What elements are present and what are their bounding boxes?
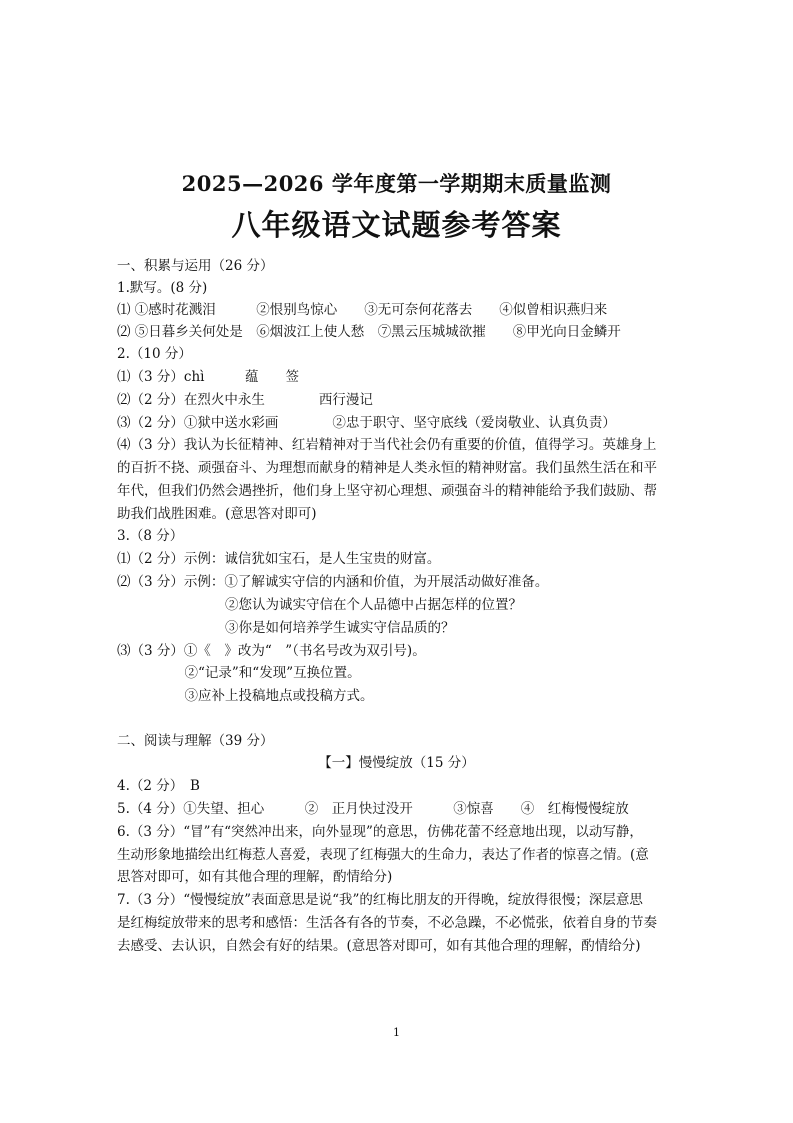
answer-line: ⑶（2 分）①狱中送水彩画 ②忠于职守、坚守底线（爱岗敬业、认真负责） (117, 415, 616, 431)
answer-line: 年代，但我们仍然会遇挫折，他们身上坚守初心理想、顽强奋斗的精神能给予我们鼓励、帮 (117, 483, 657, 499)
answer-line: ③你是如何培养学生诚实守信品质的？ (117, 620, 455, 636)
answer-line: 生动形象地描绘出红梅惹人喜爱，表现了红梅强大的生命力，表达了作者的惊喜之情。(意 (117, 847, 649, 863)
answer-line: 6.（3 分）“冒”有“突然冲出来，向外显现”的意思，仿佛花蕾不经意地出现，以动写静， (117, 824, 643, 840)
section-2-heading: 二、阅读与理解（39 分） (117, 733, 274, 749)
section-1-heading: 一、积累与运用（26 分） (117, 258, 274, 274)
answer-line: ②您认为诚实守信在个人品德中占据怎样的位置？ (117, 597, 522, 613)
answer-line: ⑵ ⑤日暮乡关何处是 ⑥烟波江上使人愁 ⑦黑云压城城欲摧 ⑧甲光向日金鳞开 (117, 324, 621, 340)
answer-line: 助我们战胜困难。(意思答对即可) (117, 506, 317, 522)
answer-line: ③应补上投稿地点或投稿方式。 (117, 688, 374, 704)
answer-line: 1.默写。(8 分) (117, 280, 208, 296)
answer-line: 思答对即可，如有其他合理的理解，酌情给分) (117, 869, 393, 885)
answer-line: ⑵（2 分）在烈火中永生 西行漫记 (117, 392, 373, 408)
answer-line: 4.（2 分） B (117, 778, 200, 794)
page-number: 1 (393, 1026, 400, 1039)
answer-line: ⑵（3 分）示例：①了解诚实守信的内涵和价值，为开展活动做好准备。 (117, 574, 549, 590)
answer-line: ②“记录”和“发现”互换位置。 (117, 665, 361, 681)
subsection-heading: 【一】慢慢绽放（15 分） (318, 755, 475, 771)
answer-line: 去感受、去认识，自然会有好的结果。(意思答对即可，如有其他合理的理解，酌情给分) (117, 938, 641, 954)
answer-line: 3.（8 分） (117, 528, 184, 544)
answer-line: 是红梅绽放带来的思考和感悟：生活各有各的节奏，不必急躁，不必慌张，依着自身的节奏 (117, 915, 657, 931)
answer-line: 7.（3 分）“慢慢绽放”表面意思是说“我”的红梅比朋友的开得晚，绽放得很慢；深层意思 (117, 892, 643, 908)
answer-line: ⑴（3 分）chì 蕴 签 (117, 369, 299, 385)
answer-line: ⑶（3 分）①《 》改为“ ”（书名号改为双引号)。 (117, 643, 426, 659)
exam-title: 2025—2026 学年度第一学期期末质量监测 (181, 171, 612, 196)
answer-line: ⑷（3 分）我认为长征精神、红岩精神对于当代社会仍有重要的价值，值得学习。英雄身上 (117, 437, 657, 453)
answer-line: 的百折不挠、顽强奋斗、为理想而献身的精神是人类永恒的精神财富。我们虽然生活在和平 (117, 460, 657, 476)
answer-line: ⑴ ①感时花溅泪 ②恨别鸟惊心 ③无可奈何花落去 ④似曾相识燕归来 (117, 302, 608, 318)
answer-line: 2.（10 分） (117, 346, 192, 362)
answer-line: 5.（4 分）①失望、担心 ② 正月快过没开 ③惊喜 ④ 红梅慢慢绽放 (117, 801, 629, 817)
answer-line: ⑴（2 分）示例：诚信犹如宝石，是人生宝贵的财富。 (117, 551, 441, 567)
answer-key-title: 八年级语文试题参考答案 (231, 208, 562, 242)
